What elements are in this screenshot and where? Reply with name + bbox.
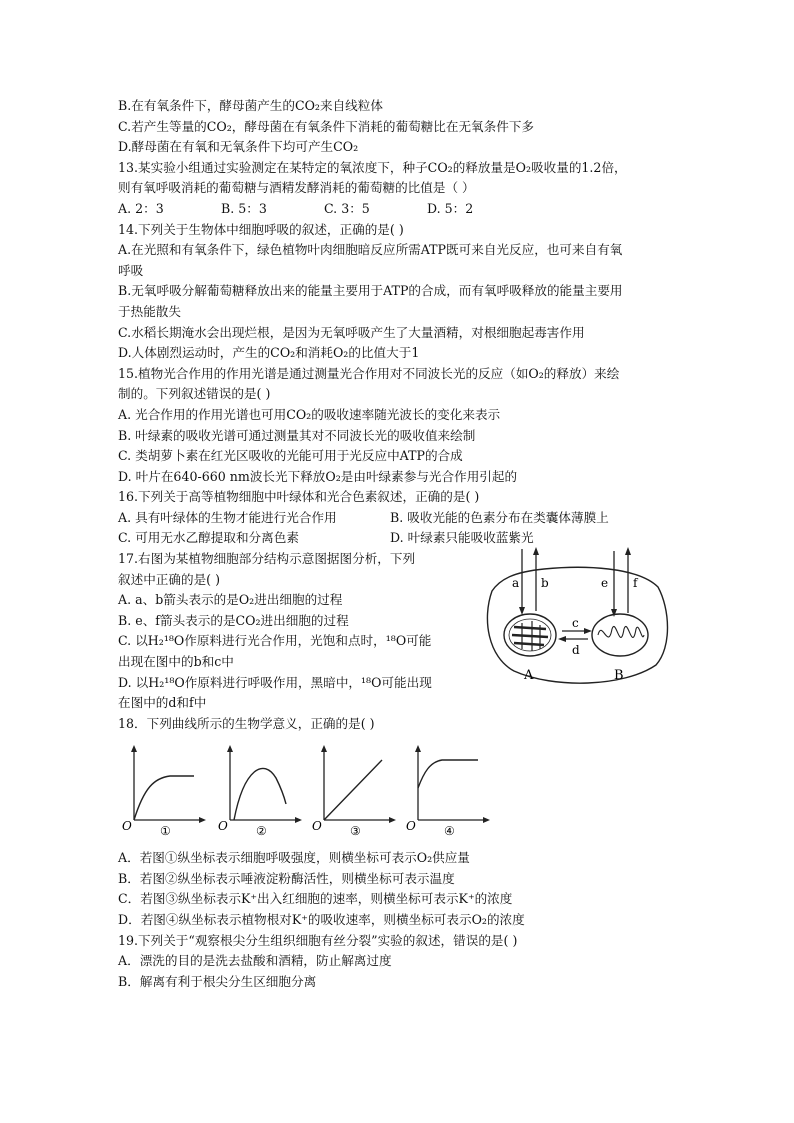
option-b: B. e、f箭头表示的是CO₂进出细胞的过程 <box>118 612 349 628</box>
option-c: C. 类胡萝卜素在红光区吸收的光能可用于光反应中ATP的合成 <box>118 448 463 464</box>
option-line: C.若产生等量的CO₂，酵母菌在有氧条件下消耗的葡萄糖比在无氧条件下多 <box>118 118 535 134</box>
label-B: B <box>614 668 624 684</box>
option-b: B. 5：3 <box>221 200 267 216</box>
origin-label: O <box>122 819 132 834</box>
question-17-stem: 17.右图为某植物细胞部分结构示意图据图分析，下列 <box>118 551 416 567</box>
question-17-stem: 叙述中正确的是( ) <box>118 571 220 587</box>
graph-4 <box>402 738 492 838</box>
question-15-stem: 15.植物光合作用的作用光谱是通过测量光合作用对不同波长光的反应（如O₂的释放）来绘 <box>118 365 620 381</box>
label-a: a <box>512 576 520 591</box>
option-d: D. 5：2 <box>427 200 474 216</box>
label-d: d <box>572 643 580 658</box>
option-a: A．若图①纵坐标表示细胞呼吸强度，则横坐标可表示O₂供应量 <box>118 850 470 866</box>
origin-label: O <box>312 819 322 834</box>
question-13-stem: 则有氧呼吸消耗的葡萄糖与酒精发酵消耗的葡萄糖的比值是（ ） <box>118 180 475 196</box>
question-16-stem: 16.下列关于高等植物细胞中叶绿体和光合色素叙述，正确的是( ) <box>118 489 480 505</box>
question-19-stem: 19.下列关于“观察根尖分生组织细胞有丝分裂”实验的叙述，错误的是( ) <box>118 932 518 948</box>
option-b: 于热能散失 <box>118 303 181 319</box>
option-a: A．漂洗的目的是洗去盐酸和酒精，防止解离过度 <box>118 953 392 969</box>
origin-label: O <box>218 819 228 834</box>
graph-label: ④ <box>444 824 455 839</box>
option-c: C. 3：5 <box>324 200 370 216</box>
graph-label: ① <box>160 824 171 839</box>
option-a: A. 具有叶绿体的生物才能进行光合作用 <box>118 509 337 525</box>
option-b: B．解离有利于根尖分生区细胞分离 <box>118 973 317 989</box>
question-17 <box>118 549 688 693</box>
option-d: D. 以H₂¹⁸O作原料进行呼吸作用，黑暗中，¹⁸O可能出现 <box>118 674 432 690</box>
question-14-stem: 14.下列关于生物体中细胞呼吸的叙述，正确的是( ) <box>118 221 404 237</box>
question-13-options <box>118 199 688 220</box>
option-c: C.水稻长期淹水会出现烂根，是因为无氧呼吸产生了大量酒精，对根细胞起毒害作用 <box>118 324 585 340</box>
option-c: C. 以H₂¹⁸O作原料进行光合作用，光饱和点时，¹⁸O可能 <box>118 633 432 649</box>
option-d: D．若图④纵坐标表示植物根对K⁺的吸收速率，则横坐标可表示O₂的浓度 <box>118 912 525 928</box>
option-b: B．若图②纵坐标表示唾液淀粉酶活性，则横坐标可表示温度 <box>118 870 455 886</box>
graph-3 <box>308 738 398 838</box>
label-A: A <box>524 668 534 684</box>
option-d: D. 叶绿素只能吸收蓝紫光 <box>390 530 534 546</box>
option-a: A. 光合作用的作用光谱也可用CO₂的吸收速率随光波长的变化来表示 <box>118 406 501 422</box>
option-line: B.在有氧条件下，酵母菌产生的CO₂来自线粒体 <box>118 98 383 113</box>
graph-1 <box>118 738 208 838</box>
origin-label: O <box>406 819 416 834</box>
option-b: B.无氧呼吸分解葡萄糖释放出来的能量主要用于ATP的合成，而有氧呼吸释放的能量主要用 <box>118 283 623 299</box>
graph-label: ② <box>256 824 267 839</box>
option-b: B. 叶绿素的吸收光谱可通过测量其对不同波长光的吸收值来绘制 <box>118 427 476 443</box>
graph-2 <box>214 738 304 838</box>
option-a: A.在光照和有氧条件下，绿色植物叶肉细胞暗反应所需ATP既可来自光反应，也可来自有氧 <box>118 242 623 258</box>
question-18-stem: 18．下列曲线所示的生物学意义，正确的是( ) <box>118 715 375 731</box>
question-15-stem: 制的。下列叙述错误的是( ) <box>118 386 271 402</box>
option-c: C．若图③纵坐标表示K⁺出入红细胞的速率，则横坐标可表示K⁺的浓度 <box>118 891 513 907</box>
option-a: A. 2：3 <box>118 200 164 216</box>
cell-structure-diagram <box>474 539 674 695</box>
label-f: f <box>633 576 638 591</box>
question-16-options <box>118 508 688 529</box>
graph-label: ③ <box>350 824 361 839</box>
question-13-stem: 13.某实验小组通过实验测定在某特定的氧浓度下，种子CO₂的释放量是O₂吸收量的1.2倍， <box>118 159 627 175</box>
option-d: 在图中的d和f中 <box>118 695 207 711</box>
curve-graphs <box>118 738 688 848</box>
label-b: b <box>541 576 549 591</box>
option-a: A. a、b箭头表示的是O₂进出细胞的过程 <box>118 592 343 608</box>
option-b: B. 吸收光能的色素分布在类囊体薄膜上 <box>390 509 609 525</box>
option-d: D.人体剧烈运动时，产生的CO₂和消耗O₂的比值大于1 <box>118 345 420 361</box>
option-c: C. 可用无水乙醇提取和分离色素 <box>118 530 299 546</box>
option-a: 呼吸 <box>118 262 144 278</box>
option-c: 出现在图中的b和c中 <box>118 654 234 670</box>
exam-page <box>118 96 688 992</box>
label-c: c <box>572 616 579 631</box>
option-line: D.酵母菌在有氧和无氧条件下均可产生CO₂ <box>118 139 359 155</box>
option-d: D. 叶片在640-660 nm波长光下释放O₂是由叶绿素参与光合作用引起的 <box>118 468 518 484</box>
label-e: e <box>601 576 609 591</box>
